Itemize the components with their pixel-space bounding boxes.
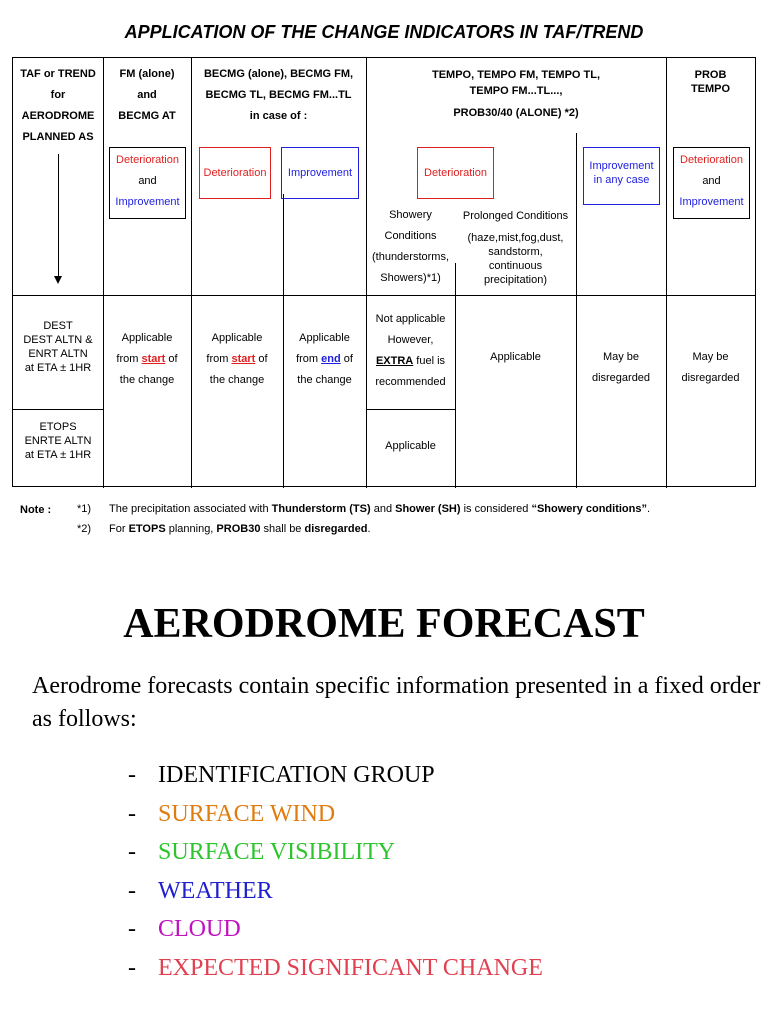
fm-header: FM (alone) and BECMG AT <box>118 68 176 122</box>
list-item: - WEATHER <box>128 877 273 904</box>
down-arrow-icon <box>54 276 62 284</box>
becmg-imp-applicability-cell: Applicable from end of the change <box>296 332 353 386</box>
list-item-text: SURFACE WIND <box>158 800 336 827</box>
list-item: - CLOUD <box>128 916 241 943</box>
prolonged-applicability-cell: Applicable <box>490 351 541 363</box>
note-1-text: The precipitation associated with Thunderstorm (TS) and Shower (SH) is considered “Showery conditions”. <box>109 503 651 515</box>
fm-change-box: Deterioration and Improvement <box>109 147 186 219</box>
tempo-header: TEMPO, TEMPO FM, TEMPO TL, TEMPO FM...TL..., PROB30/40 (ALONE) *2) <box>431 69 601 119</box>
tempo-improvement-box: Improvement in any case <box>583 147 660 205</box>
change-indicators-table <box>12 57 756 487</box>
col-divider <box>576 133 577 488</box>
prolonged-conditions-label: Prolonged Conditions (haze,mist,fog,dust, sandstorm, continuous precipitation) <box>462 210 569 286</box>
improvement-applicability-cell: May be disregarded <box>591 351 651 384</box>
forecast-order-list <box>128 758 543 990</box>
list-item-text: EXPECTED SIGNIFICANT CHANGE <box>158 954 543 981</box>
list-item: - IDENTIFICATION GROUP <box>128 762 435 788</box>
note-2-text: For ETOPS planning, PROB30 shall be disregarded. <box>109 523 371 535</box>
section-heading: AERODROME FORECAST <box>123 601 645 647</box>
becmg-deterioration-box: Deterioration <box>199 147 271 199</box>
col-divider <box>666 58 667 488</box>
list-item: - SURFACE WIND <box>128 800 336 827</box>
tempo-deterioration-box: Deterioration <box>417 147 494 199</box>
down-arrow-line <box>58 154 59 278</box>
showery-etops-cell: Applicable <box>385 440 436 452</box>
list-item-text: WEATHER <box>158 877 273 904</box>
planned-as-header: TAF or TREND for AERODROME PLANNED AS <box>20 68 96 143</box>
showery-conditions-label: Showery Conditions (thunderstorms, Showers)*1) <box>371 209 450 284</box>
intro-paragraph: Aerodrome forecasts contain specific information presented in a fixed order as follows: <box>32 673 761 732</box>
table-title: APPLICATION OF THE CHANGE INDICATORS IN TAF/TREND <box>124 22 644 42</box>
row-divider <box>13 409 103 410</box>
etops-row-label: ETOPS ENRTE ALTN at ETA ± 1HR <box>24 421 92 461</box>
note-2-number: *2) <box>77 523 92 535</box>
dest-row-label: DEST DEST ALTN & ENRT ALTN at ETA ± 1HR <box>23 320 93 374</box>
becmg-header: BECMG (alone), BECMG FM, BECMG TL, BECMG FM...TL in case of : <box>203 68 354 122</box>
prob-tempo-applicability-cell: May be disregarded <box>681 351 740 384</box>
prob-tempo-change-box: Deterioration and Improvement <box>673 147 750 219</box>
becmg-det-applicability-cell: Applicable from start of the change <box>206 332 268 386</box>
showery-applicability-cell: Not applicable However, EXTRA fuel is recommended <box>375 313 446 388</box>
becmg-improvement-box: Improvement <box>281 147 359 199</box>
fm-applicability-cell: Applicable from start of the change <box>116 332 178 386</box>
list-item: - SURFACE VISIBILITY <box>128 839 396 866</box>
list-item-text: IDENTIFICATION GROUP <box>158 762 435 788</box>
prob-tempo-header: PROB TEMPO <box>690 69 731 95</box>
note-1-number: *1) <box>77 503 92 515</box>
col-divider <box>455 263 456 488</box>
note-label: Note : <box>20 504 52 516</box>
list-item: - EXPECTED SIGNIFICANT CHANGE <box>128 954 543 981</box>
row-divider <box>366 409 455 410</box>
row-divider <box>13 295 755 296</box>
list-item-text: CLOUD <box>158 916 241 943</box>
list-item-text: SURFACE VISIBILITY <box>158 839 396 866</box>
